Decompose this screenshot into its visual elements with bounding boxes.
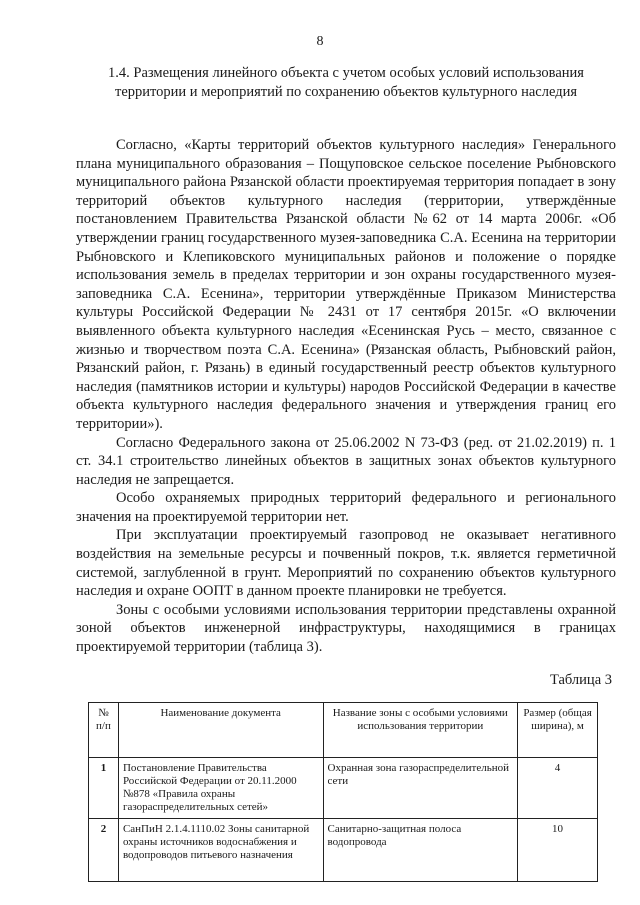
table-header-cell: Наименование документа bbox=[118, 703, 323, 758]
paragraph: Зоны с особыми условиями использования территории представлены охранной зоной объектов инженерной инфраструктуры, находящимися в границах проектируемой территории (таблица 3). bbox=[76, 601, 616, 656]
table-cell: СанПиН 2.1.4.1110.02 Зоны санитарной охраны источников водоснабжения и водопроводов питьевого назначения bbox=[118, 819, 323, 882]
body-text bbox=[76, 136, 616, 657]
table-cell: Охранная зона газораспределительной сети bbox=[323, 758, 518, 819]
table-cell: 4 bbox=[518, 758, 598, 819]
paragraph: Согласно Федерального закона от 25.06.2002 N 73-ФЗ (ред. от 21.02.2019) п. 1 ст. 34.1 строительство линейных объектов в защитных зонах объектов культурного наследия не запрещается. bbox=[76, 434, 616, 488]
table-header-cell: Размер (общая ширина), м bbox=[518, 703, 598, 758]
table-cell: 10 bbox=[518, 819, 598, 882]
paragraph: При эксплуатации проектируемый газопровод не оказывает негативного воздействия на земельные ресурсы и почвенный покров, т.к. является герметичной системой, заглубленной в грунт. Мероприятий по сохранению объектов культурного наследия и охране ООПТ в данном проекте планировки не требуется. bbox=[76, 527, 616, 600]
table-row bbox=[89, 758, 598, 819]
table-cell: 2 bbox=[89, 819, 119, 882]
table-header-cell: Название зоны с особыми условиями использования территории bbox=[323, 703, 518, 758]
paragraph: Согласно, «Карты территорий объектов культурного наследия» Генерального плана муниципального образования – Пощуповское сельское поселение Рыбновского муниципального района Рязанской области проектируемая территория попадает в зону территорий объектов культурного наследия (территории, утверждённые постановлением Правительства Рязанской области №62 от 14 марта 2006г. «Об утверждении границ государственного музея-заповедника С.А. Есенина на территории Рыбновского и Клепиковского муниципальных районов и положение о порядке использования земель в пределах территории и зон охраны государственного музея-заповедника С.А. Есенина», территории утверждённые Приказом Министерства культуры Российской Федерации № 2431 от 17 сентября 2015г. «О включении выявленного объекта культурного наследия «Есенинская Русь – место, связанное с жизнью и творчеством поэта С.А. Есенина» (Рязанская область, Рыбновский район, Рязанский район, г. Рязань) в единый государственный реестр объектов культурного наследия (памятников истории и культуры) народов Российской Федерации в качестве объекта культурного наследия федерального значения и утверждения границ его территории»). bbox=[76, 137, 616, 432]
table-header-row bbox=[89, 703, 598, 758]
table-row bbox=[89, 819, 598, 882]
table-caption: Таблица 3 bbox=[549, 672, 612, 688]
table-cell: Санитарно-защитная полоса водопровода bbox=[323, 819, 518, 882]
page-number: 8 bbox=[316, 34, 324, 49]
paragraph: Особо охраняемых природных территорий федерального и регионального значения на проектируемой территории нет. bbox=[76, 490, 616, 525]
section-heading: 1.4. Размещения линейного объекта с учетом особых условий использования территории и мероприятий по сохранению объектов культурного наследия bbox=[108, 65, 584, 100]
table-cell: 1 bbox=[89, 758, 119, 819]
zones-table bbox=[88, 702, 598, 882]
table-cell: Постановление Правительства Российской Федерации от 20.11.2000 №878 «Правила охраны газораспределительных сетей» bbox=[118, 758, 323, 819]
table-header-cell: № п/п bbox=[89, 703, 119, 758]
